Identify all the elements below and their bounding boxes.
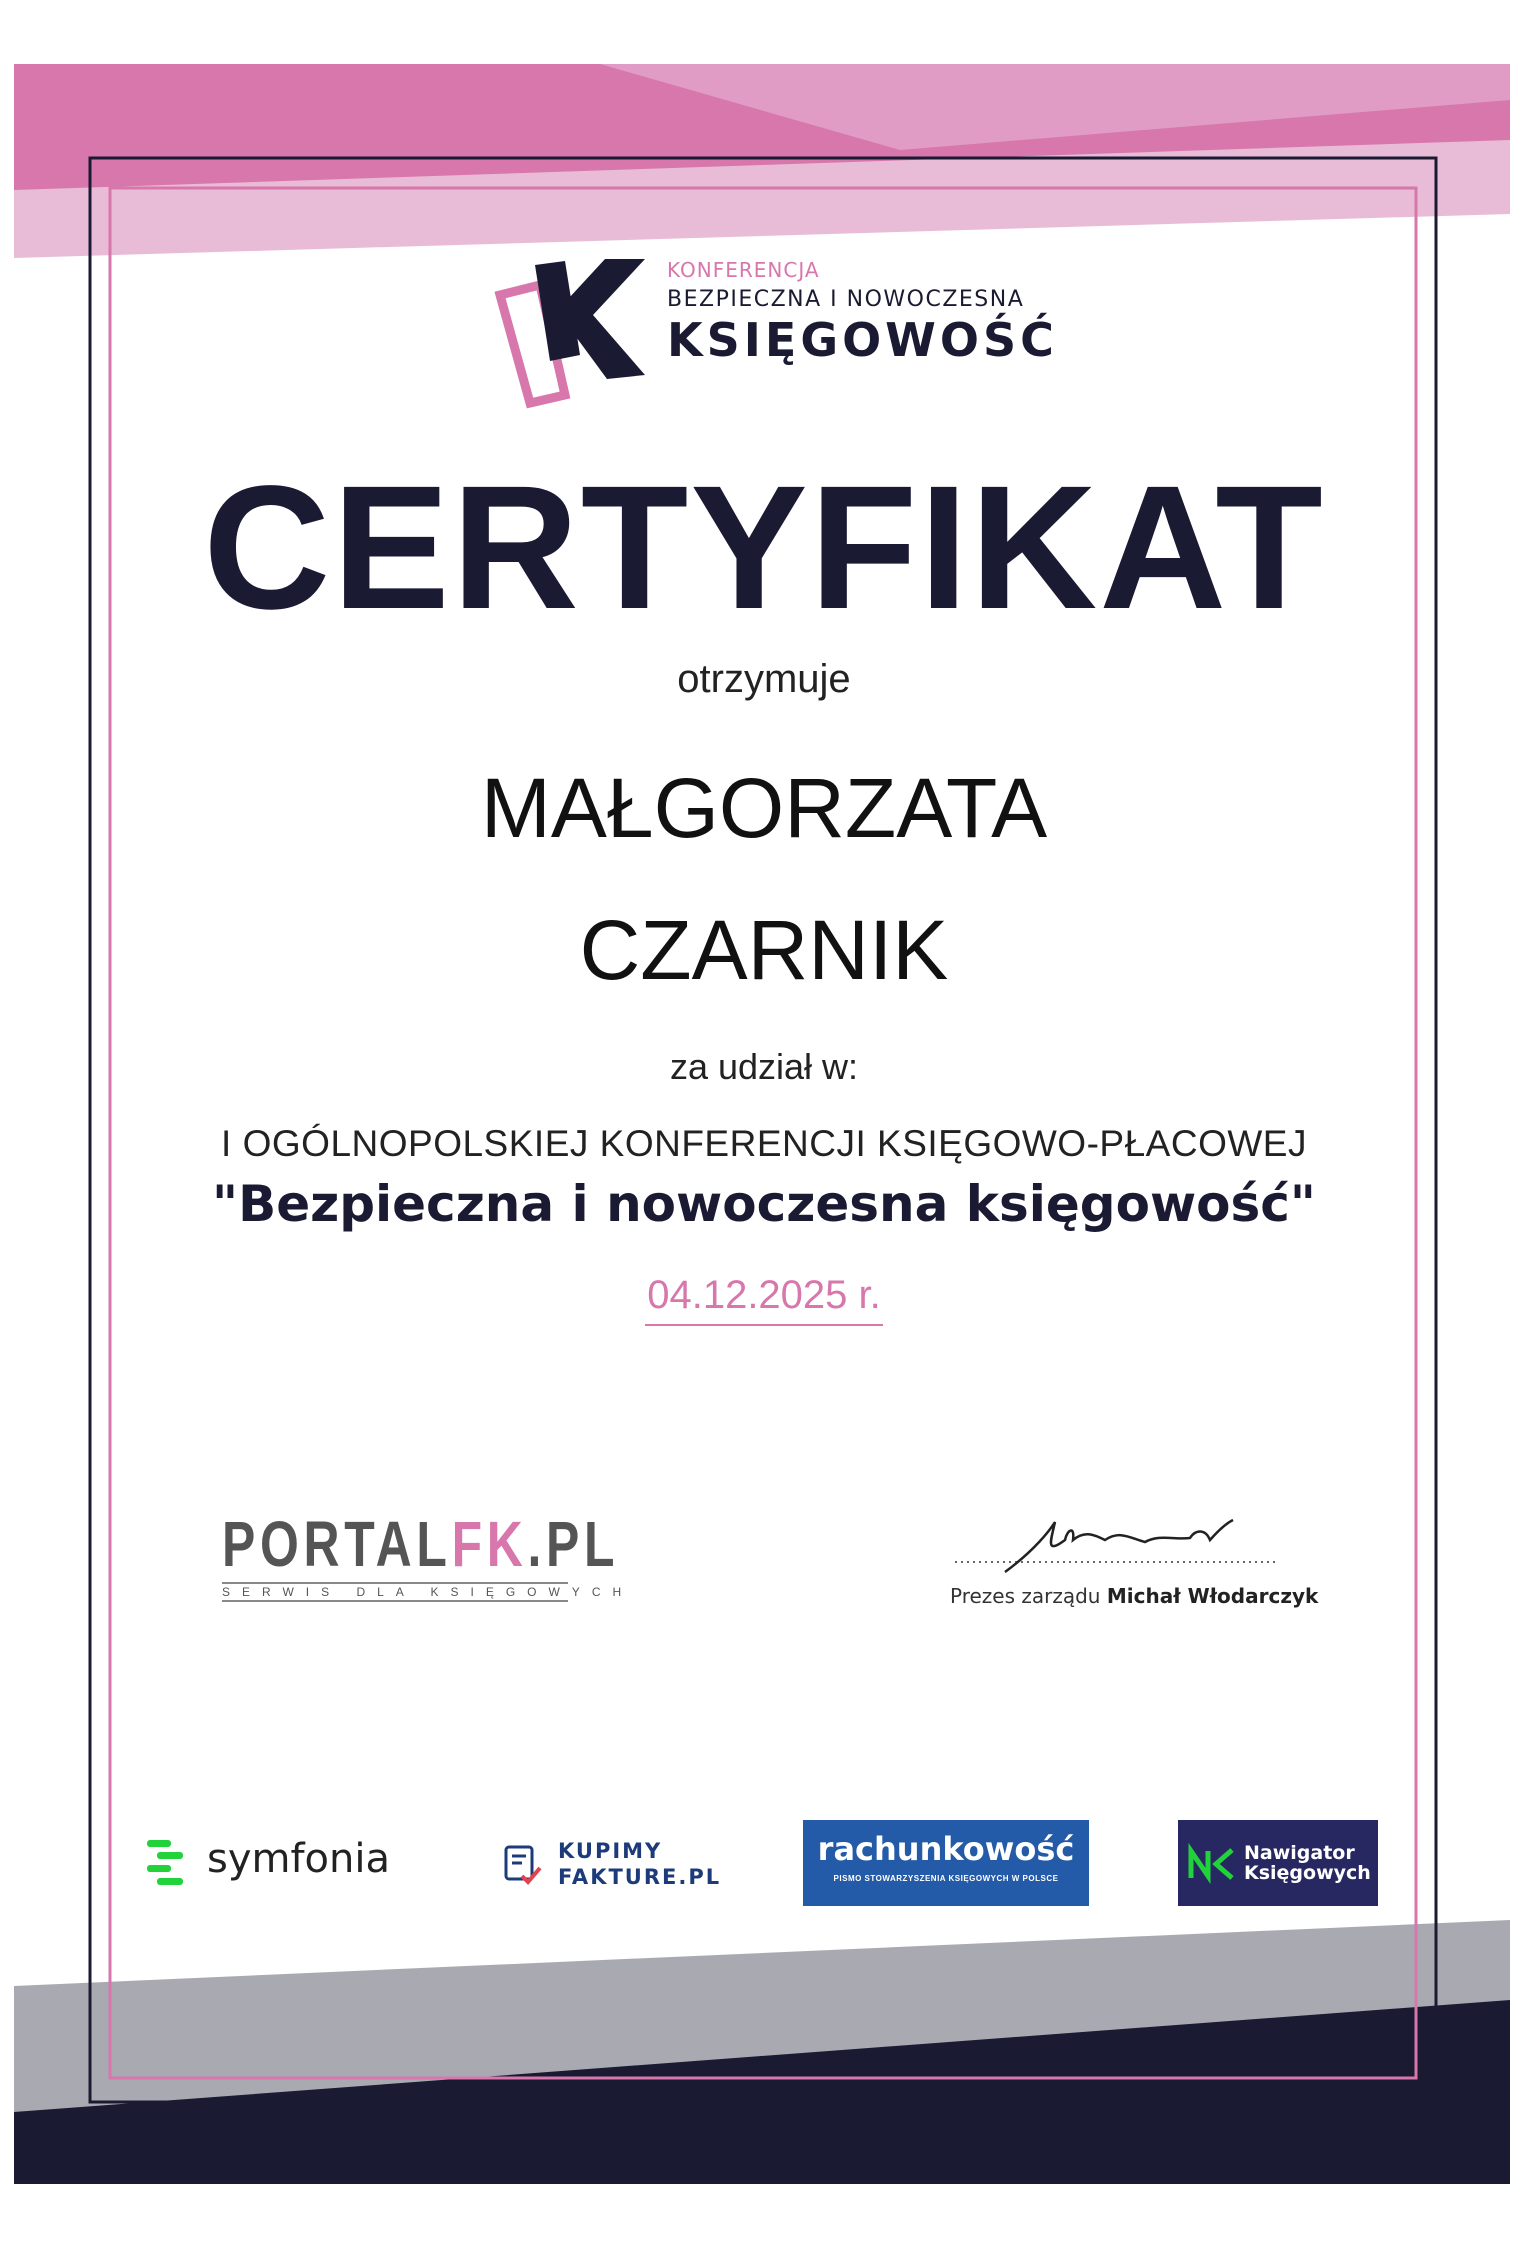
rachunkowosc-subtitle: PISMO STOWARZYSZENIA KSIĘGOWYCH W POLSCE [833,1874,1059,1883]
portalfk-fk: FK [451,1508,528,1580]
event-date: 04.12.2025 r. [645,1273,883,1326]
conference-name: I OGÓLNOPOLSKIEJ KONFERENCJI KSIĘGOWO-PŁACOWEJ [221,1123,1307,1164]
conference-title: "Bezpieczna i nowoczesna księgowość" [212,1175,1316,1233]
kupimy-logo-text [558,1838,721,1890]
signature-graphic [955,1510,1275,1580]
portalfk-suffix: .PL [527,1508,620,1580]
kupimy-line2: FAKTURE.PL [558,1865,722,1889]
invoice-check-icon [502,1844,542,1886]
symfonia-icon [143,1838,187,1888]
signature-caption [950,1584,1318,1608]
participation-label: za udział w: [669,1046,859,1087]
signature-role: Prezes zarządu [950,1584,1101,1608]
nk-icon [1188,1848,1234,1880]
rachunkowosc-logo [803,1820,1089,1906]
rachunkowosc-title: rachunkowość [817,1830,1075,1868]
receives-label: otrzymuje [677,657,851,701]
nawigator-text [1244,1843,1371,1883]
date-wrapper [0,1273,1528,1326]
portalfk-tagline: SERWIS DLA KSIĘGOWYCH [222,1582,568,1602]
recipient-first-name: MAŁGORZATA [480,761,1048,855]
nawigator-line2: Księgowych [1244,1862,1371,1884]
conference-logo-icon [495,255,665,405]
kupimy-line1: KUPIMY [558,1839,663,1863]
logo-subtitle: BEZPIECZNA I NOWOCZESNA [667,287,1025,312]
logo-title: KSIĘGOWOŚĆ [667,313,1058,367]
nawigator-logo [1178,1820,1378,1906]
signature-name: Michał Włodarczyk [1106,1584,1319,1608]
certificate-title: CERTYFIKAT [203,450,1325,646]
portalfk-prefix: PORTAL [222,1508,452,1580]
symfonia-logo-text: symfonia [207,1836,391,1882]
portalfk-logo-main [222,1508,620,1580]
nawigator-line1: Nawigator [1244,1842,1355,1864]
recipient-last-name: CZARNIK [579,903,949,997]
portalfk-logo [222,1508,634,1602]
logo-conference-label: KONFERENCJA [667,258,820,282]
